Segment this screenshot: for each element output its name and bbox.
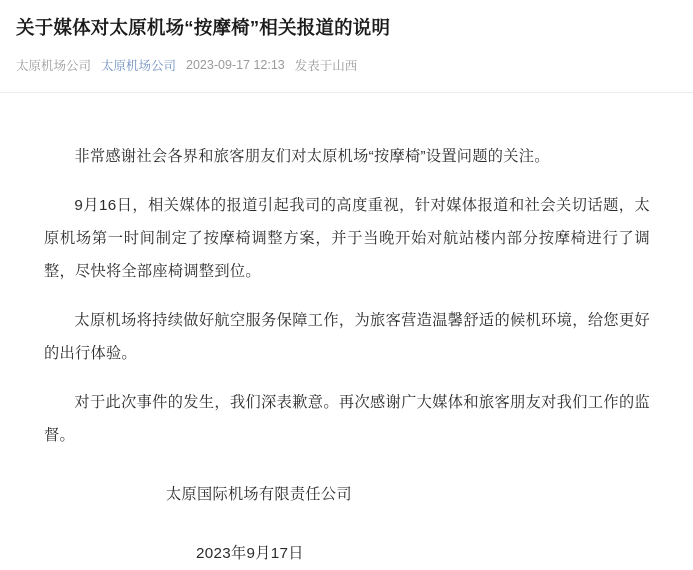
article-meta bbox=[16, 56, 357, 74]
article-paragraph: 非常感谢社会各界和旅客朋友们对太原机场“按摩椅”设置问题的关注。 bbox=[74, 148, 550, 165]
page-title: 关于媒体对太原机场“按摩椅”相关报道的说明 bbox=[16, 17, 391, 38]
meta-author: 太原机场公司 bbox=[16, 59, 92, 73]
header-divider bbox=[0, 92, 693, 93]
signature-date: 2023年9月17日 bbox=[196, 545, 304, 562]
article-paragraph: 对于此次事件的发生，我们深表歉意。再次感谢广大媒体和旅客朋友对我们工作的监督。 bbox=[44, 394, 650, 444]
article-paragraph: 9月16日，相关媒体的报道引起我司的高度重视，针对媒体报道和社会关切话题，太原机场第一时间制定了按摩椅调整方案，并于当晚开始对航站楼内部分按摩椅进行了调整，尽快将全部座椅调整到位。 bbox=[44, 197, 650, 280]
signature-company: 太原国际机场有限责任公司 bbox=[166, 486, 352, 503]
meta-location: 发表于山西 bbox=[294, 59, 358, 73]
article-body bbox=[44, 140, 650, 570]
meta-timestamp: 2023-09-17 12:13 bbox=[186, 58, 285, 72]
article-paragraph: 太原机场将持续做好航空服务保障工作，为旅客营造温馨舒适的候机环境，给您更好的出行体验。 bbox=[44, 312, 650, 362]
meta-source-link[interactable]: 太原机场公司 bbox=[101, 59, 177, 73]
